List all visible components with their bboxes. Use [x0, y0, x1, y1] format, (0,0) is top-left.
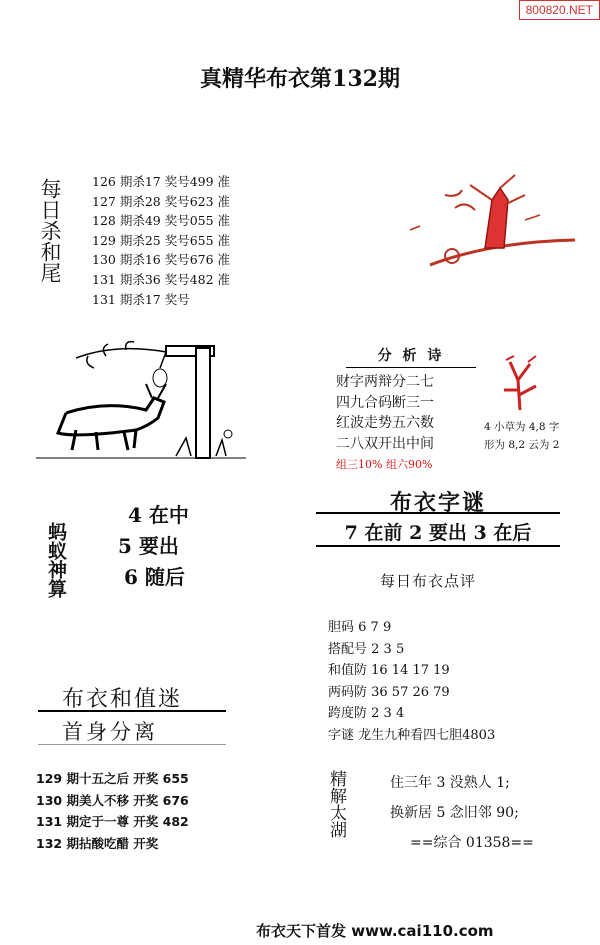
divider [38, 744, 226, 745]
small-notes [484, 418, 559, 454]
note-line: 形为 8,2 云为 2 [484, 439, 560, 451]
poem-line: 财字两辩分二七 [336, 374, 434, 390]
list-item: 128 期杀49 奖号055 准 [92, 213, 231, 229]
sum-riddle-title: 布衣和值迷 [62, 687, 183, 712]
list-item: 130 期杀16 奖号676 准 [92, 252, 231, 268]
list-item: 129 期十五之后 开奖 655 [36, 771, 189, 786]
ant-line: 6 随后 [124, 565, 185, 589]
list-item: 胆码 6 7 9 [328, 620, 392, 635]
divider [316, 512, 560, 514]
sum-riddle-subtitle: 首身分离 [62, 720, 158, 744]
poem-line: 四九合码断三一 [336, 394, 434, 411]
list-item: 搭配号 2 3 5 [328, 641, 405, 657]
lake-lines [390, 768, 534, 858]
poem-title: 分 析 诗 [346, 345, 476, 368]
riddle-text: 7 在前 2 要出 3 在后 [344, 522, 532, 544]
poem-line: 红波走势五六数 [336, 415, 434, 431]
ant-calc-label: 蚂蚁神算 [45, 522, 67, 598]
site-watermark: 800820.NET [519, 0, 600, 20]
daily-kill-list [92, 172, 230, 309]
review-title: 每日布衣点评 [380, 572, 477, 590]
period-list [36, 768, 189, 854]
list-item: 字谜 龙生九种看四七胆4803 [328, 727, 496, 743]
list-item: 131 期杀36 奖号482 准 [92, 271, 231, 287]
divider [316, 545, 560, 547]
lake-line: ==综合 01358== [410, 835, 534, 851]
lake-line: 换新居 5 念旧邻 90; [390, 805, 519, 821]
small-red-plant [492, 350, 552, 412]
divider [38, 710, 226, 712]
review-list [328, 617, 495, 747]
list-item: 130 期美人不移 开奖 676 [36, 792, 189, 808]
deer-illustration [36, 338, 246, 468]
lake-label: 精解太湖 [326, 770, 346, 838]
red-tree-illustration [400, 170, 580, 280]
list-item: 131 期杀17 奖号 [92, 291, 190, 307]
riddle-title: 布衣字谜 [389, 490, 486, 516]
list-item: 和值防 16 14 17 19 [328, 663, 450, 679]
footer-site: 布衣天下首发 www.cai110.com [256, 922, 494, 940]
note-line: 4 小草为 4,8 字 [484, 421, 560, 433]
page-title: 真精华布衣第132期 [200, 66, 400, 92]
poem-red-note: 组三10% 组六90% [336, 458, 433, 471]
lake-line: 住三年 3 没熟人 1; [390, 775, 510, 791]
list-item: 127 期杀28 奖号623 准 [92, 193, 231, 209]
list-item: 132 期拈酸吃醋 开奖 [36, 835, 159, 851]
ant-line: 5 要出 [118, 534, 179, 558]
poem-line: 二八双开出中间 [336, 435, 434, 452]
daily-kill-label: 每日杀和尾 [38, 178, 62, 283]
list-item: 跨度防 2 3 4 [328, 706, 405, 722]
list-item: 两码防 36 57 26 79 [328, 684, 450, 700]
list-item: 129 期杀25 奖号655 准 [92, 232, 231, 248]
ant-calc-lines [118, 500, 189, 593]
ant-line: 4 在中 [128, 503, 189, 527]
list-item: 131 期定于一尊 开奖 482 [36, 814, 189, 830]
list-item: 126 期杀17 奖号499 准 [92, 174, 231, 189]
analysis-poem [336, 345, 486, 472]
